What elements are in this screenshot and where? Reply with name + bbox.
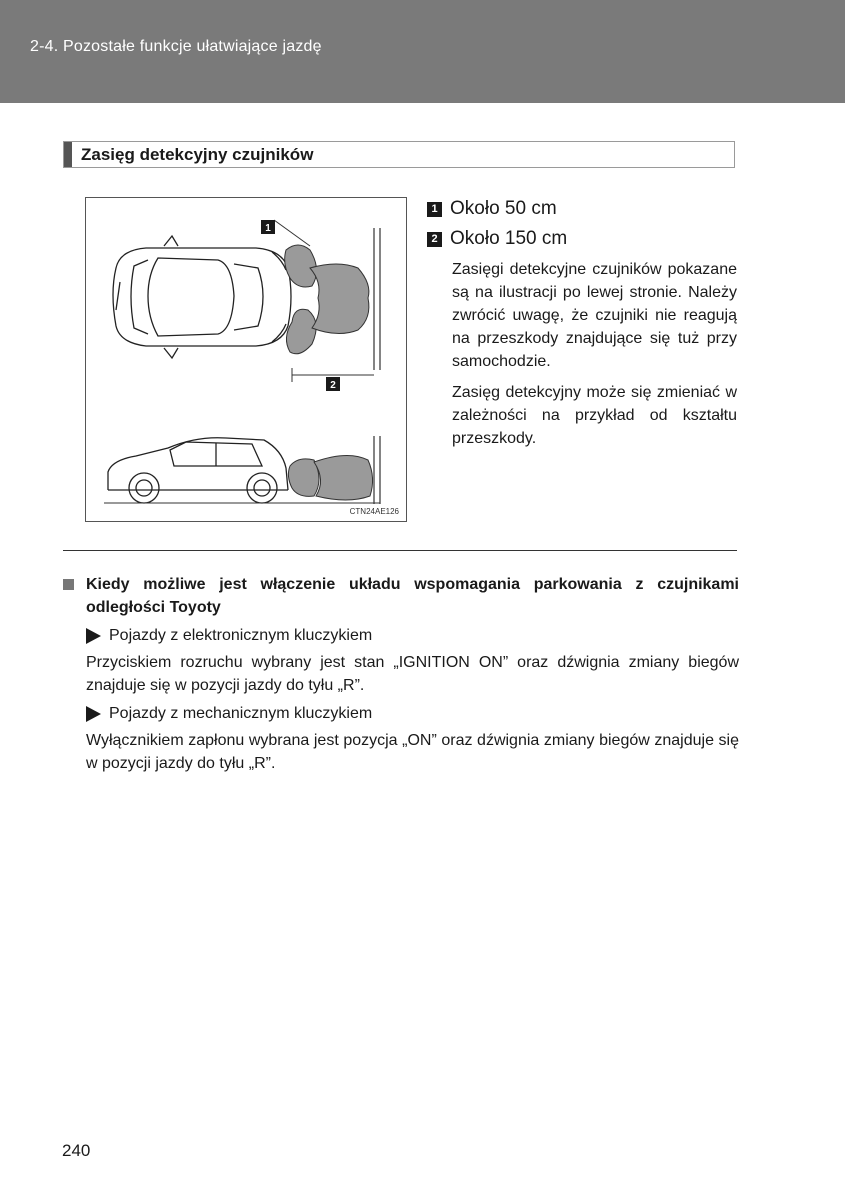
legend-text: Około 50 cm: [450, 198, 557, 219]
callout-2: 2: [330, 380, 336, 391]
subheading-electronic-key: [86, 624, 739, 647]
legend-item: [427, 194, 737, 224]
chapter-title: 2-4. Pozostałe funkcje ułatwiające jazdę: [30, 38, 322, 55]
note-heading: [63, 573, 739, 619]
dimension-line-1: [274, 220, 310, 246]
legend-text: Około 150 cm: [450, 228, 568, 249]
callout-1: 1: [265, 223, 271, 234]
detection-zones-top: [285, 245, 369, 354]
legend: [427, 194, 737, 450]
car-top-view: [113, 236, 291, 358]
subheading-text: Pojazdy z mechanicznym kluczykiem: [109, 705, 373, 722]
subheading-mechanical-key: [86, 702, 739, 725]
note-paragraph: Wyłącznikiem zapłonu wybrana jest pozycja „ON” oraz dźwignia zmiany biegów znajduje się w pozycji jazdy do tyłu „R”.: [86, 732, 739, 772]
note-paragraph: Przyciskiem rozruchu wybrany jest stan „IGNITION ON” oraz dźwignia zmiany biegów znajduje się w pozycji jazdy do tyłu „R”.: [86, 654, 739, 694]
legend-paragraph: Zasięg detekcyjny może się zmieniać w zależności na przykład od kształtu przeszkody.: [452, 384, 737, 447]
divider: [63, 550, 737, 551]
detection-zones-side: [288, 455, 372, 500]
car-side-view: [108, 438, 288, 503]
section-heading: [63, 141, 735, 168]
legend-item: [427, 224, 737, 254]
section-title: Zasięg detekcyjny czujników: [81, 145, 314, 164]
section-accent: [64, 142, 72, 167]
square-bullet-icon: [63, 579, 74, 590]
triangle-bullet-icon: [86, 706, 101, 722]
note-section: [63, 573, 739, 775]
triangle-bullet-icon: [86, 628, 101, 644]
sensor-diagram: [86, 198, 408, 523]
legend-number: 2: [427, 232, 442, 247]
page-header: [0, 0, 845, 103]
page-number: 240: [62, 1141, 91, 1160]
legend-paragraph: Zasięgi detekcyjne czujników pokazane są na ilustracji po lewej stronie. Należy zwrócić uwagę, że czujniki nie reagują na przeszkody znajdujące się tuż przy samochodzie.: [452, 261, 737, 370]
sensor-range-figure: [85, 197, 407, 522]
subheading-text: Pojazdy z elektronicznym kluczykiem: [109, 627, 373, 644]
note-heading-text: Kiedy możliwe jest włączenie układu wspomagania parkowania z czujnikami odległości Toyoty: [86, 576, 739, 616]
figure-code: CTN24AE126: [349, 507, 399, 516]
legend-number: 1: [427, 202, 442, 217]
